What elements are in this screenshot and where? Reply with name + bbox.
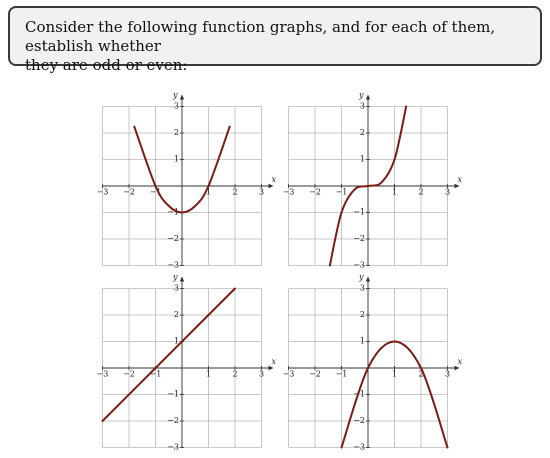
x-tick-label: −3 xyxy=(282,369,295,379)
x-axis-label: x xyxy=(271,357,277,366)
question-text-line-1: Consider the following function graphs, and for each of them, establish whether xyxy=(25,18,496,55)
y-axis-arrow xyxy=(180,95,184,100)
x-axis-arrow xyxy=(269,184,274,188)
x-axis-label: x xyxy=(457,175,463,184)
x-axis-label: x xyxy=(457,357,463,366)
x-axis-arrow xyxy=(455,184,460,188)
y-tick-label: −2 xyxy=(353,234,365,243)
y-tick-label: −2 xyxy=(167,416,179,425)
graph-panel-2 xyxy=(283,91,463,270)
y-tick-label: 3 xyxy=(173,283,179,293)
x-tick-label: −2 xyxy=(123,369,135,379)
x-tick-label: −1 xyxy=(335,369,348,379)
y-tick-label: 1 xyxy=(173,154,179,164)
y-tick-label: 2 xyxy=(359,310,365,319)
x-tick-label: −3 xyxy=(96,187,109,197)
x-axis-label: x xyxy=(271,175,277,184)
y-tick-label: −1 xyxy=(167,389,179,399)
x-tick-label: 3 xyxy=(258,187,265,197)
x-tick-label: 2 xyxy=(232,369,238,379)
x-tick-label: 2 xyxy=(232,187,238,197)
y-tick-label: −3 xyxy=(167,260,179,270)
graph-panel-1 xyxy=(97,91,277,270)
y-axis-arrow xyxy=(366,277,370,282)
y-tick-label: 2 xyxy=(173,310,179,319)
x-tick-label: 3 xyxy=(258,369,265,379)
y-axis-arrow xyxy=(366,95,370,100)
graph-panel-4 xyxy=(283,273,463,452)
x-axis-arrow xyxy=(455,366,460,370)
y-axis-label: y xyxy=(359,90,364,100)
y-tick-label: −1 xyxy=(353,389,365,399)
x-tick-label: −1 xyxy=(149,369,162,379)
x-tick-label: 2 xyxy=(418,369,424,379)
y-tick-label: −3 xyxy=(167,442,179,452)
y-tick-label: −2 xyxy=(353,416,365,425)
y-axis-label: y xyxy=(359,272,364,282)
x-tick-label: 1 xyxy=(205,187,212,197)
x-tick-label: 3 xyxy=(444,369,451,379)
y-tick-label: 3 xyxy=(173,101,179,111)
x-tick-label: 2 xyxy=(418,187,424,197)
y-axis-label: y xyxy=(173,90,178,100)
y-tick-label: 2 xyxy=(359,128,365,137)
y-tick-label: 1 xyxy=(359,154,365,164)
x-tick-label: −2 xyxy=(309,369,321,379)
y-tick-label: 1 xyxy=(173,336,179,346)
x-tick-label: 1 xyxy=(391,369,398,379)
y-tick-label: 3 xyxy=(359,283,365,293)
y-tick-label: −2 xyxy=(167,234,179,243)
graph-panel-3 xyxy=(97,273,277,452)
x-tick-label: −1 xyxy=(335,187,348,197)
x-tick-label: −2 xyxy=(309,187,321,197)
y-tick-label: −3 xyxy=(353,442,365,452)
question-text-line-2: they are odd or even: xyxy=(25,56,188,74)
y-tick-label: −3 xyxy=(353,260,365,270)
function-curve xyxy=(103,289,236,422)
x-axis-arrow xyxy=(269,366,274,370)
y-tick-label: 3 xyxy=(359,101,365,111)
x-tick-label: −3 xyxy=(282,187,295,197)
x-tick-label: 3 xyxy=(444,187,451,197)
x-tick-label: 1 xyxy=(205,369,212,379)
x-tick-label: 1 xyxy=(391,187,398,197)
y-axis-label: y xyxy=(173,272,178,282)
y-axis-arrow xyxy=(180,277,184,282)
y-tick-label: −1 xyxy=(353,207,365,217)
x-tick-label: −1 xyxy=(149,187,162,197)
x-tick-label: −2 xyxy=(123,187,135,197)
y-tick-label: 1 xyxy=(359,336,365,346)
y-tick-label: −1 xyxy=(167,207,179,217)
x-tick-label: −3 xyxy=(96,369,109,379)
y-tick-label: 2 xyxy=(173,128,179,137)
